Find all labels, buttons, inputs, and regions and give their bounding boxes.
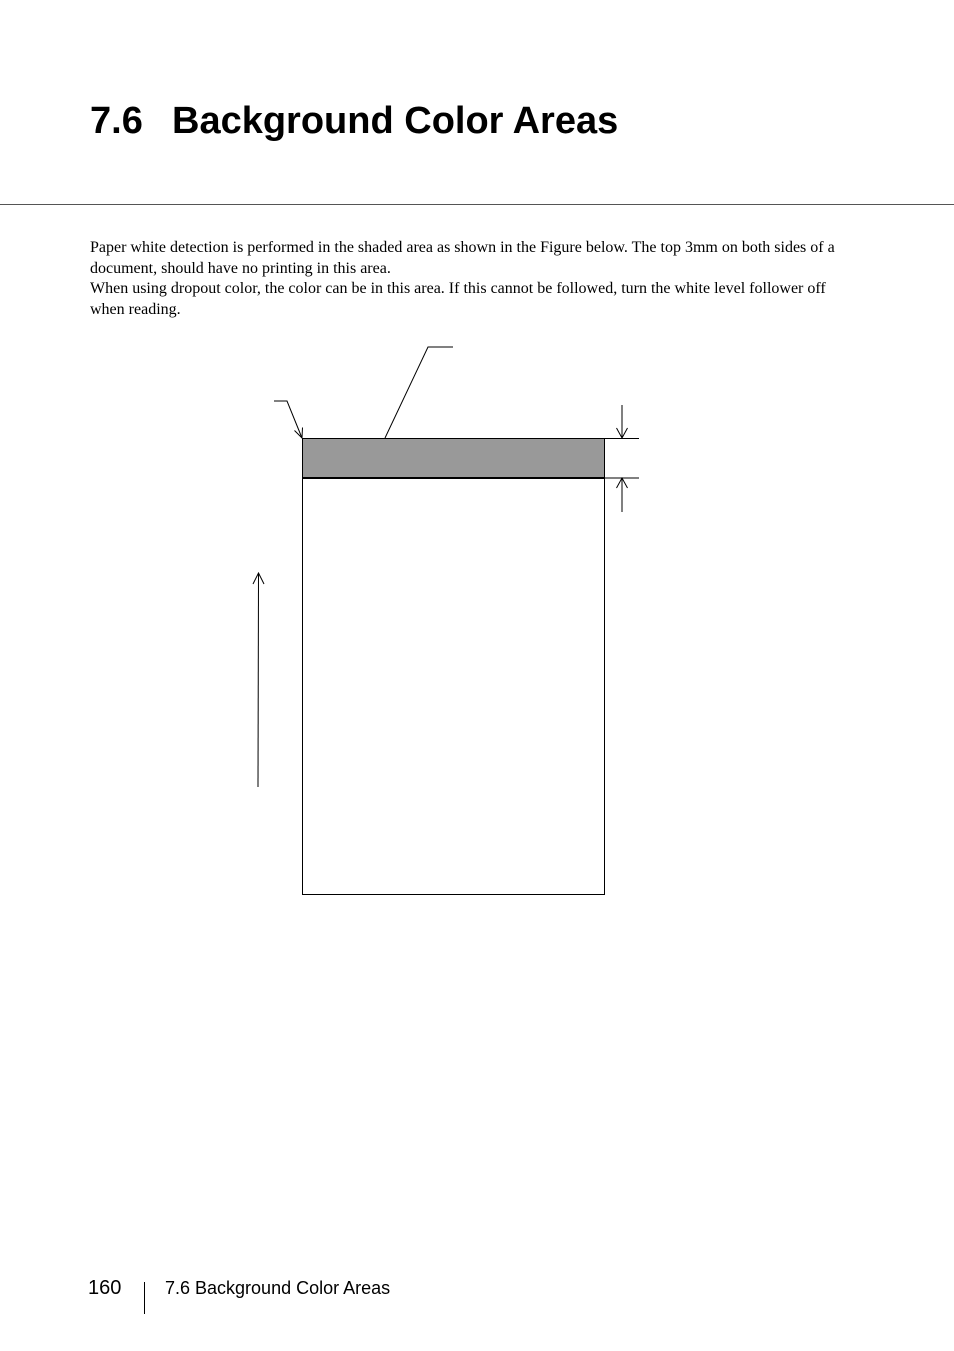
leader-line-shaded-area bbox=[385, 347, 453, 438]
paragraph-paper-white-detection: Paper white detection is performed in the shaded area as shown in the Figure below. The top 3mm on both sides of a document, should have no printing in this area. bbox=[90, 239, 835, 277]
paragraph-dropout-color: When using dropout color, the color can be in this area. If this cannot be followed, turn the white level follower off when reading. bbox=[90, 280, 826, 318]
document-outline bbox=[303, 439, 605, 895]
leader-line-left-corner bbox=[274, 401, 302, 438]
section-number: 7.6 bbox=[90, 100, 143, 142]
feed-direction-arrow-shaft bbox=[258, 573, 259, 787]
shaded-detection-area bbox=[303, 439, 604, 478]
section-title: Background Color Areas bbox=[172, 100, 619, 142]
page-number: 160 bbox=[88, 1277, 122, 1299]
footer-section-title: 7.6 Background Color Areas bbox=[165, 1278, 391, 1298]
footer-divider bbox=[144, 1282, 145, 1314]
